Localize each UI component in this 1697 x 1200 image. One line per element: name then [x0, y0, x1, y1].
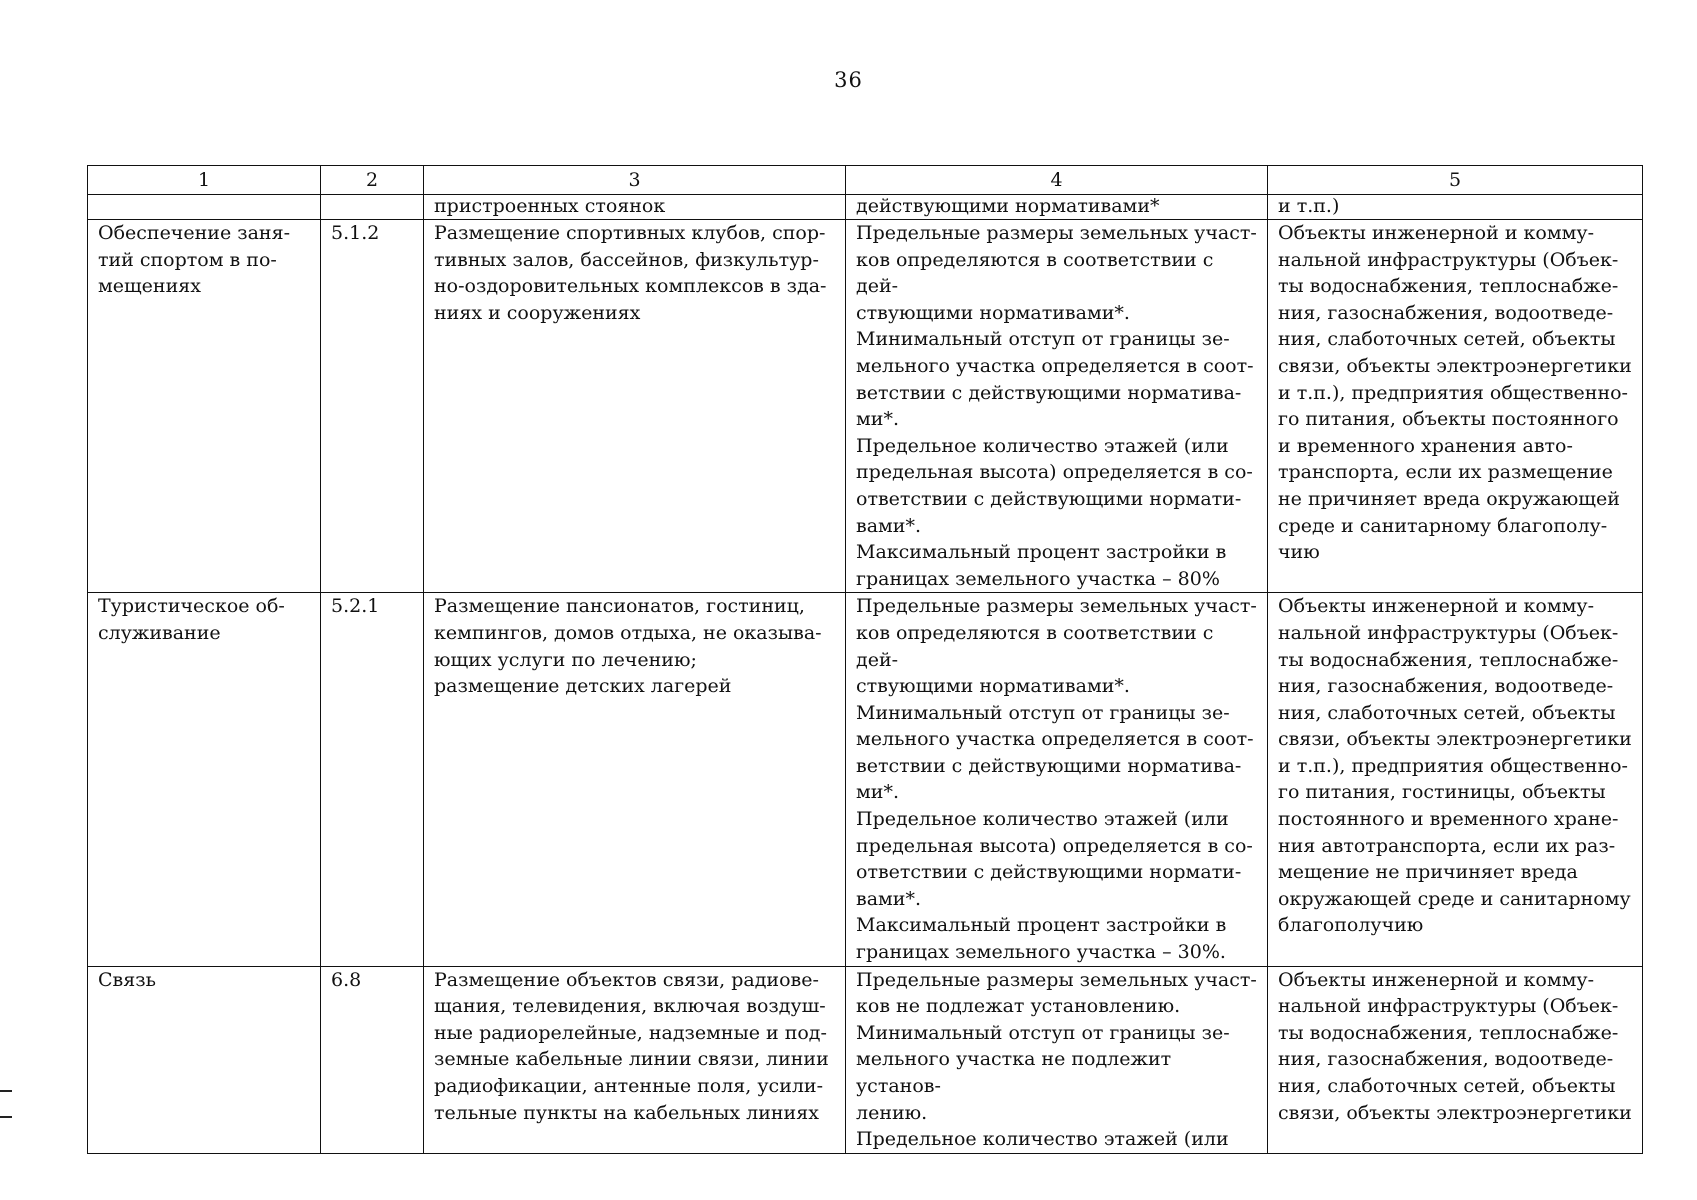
continuation-cell-5: и т.п.): [1268, 195, 1643, 220]
table-row: [88, 593, 1643, 966]
table-row: [88, 966, 1643, 1153]
column-number-2: 2: [321, 166, 424, 195]
column-number-5: 5: [1268, 166, 1643, 195]
table-row: [88, 220, 1643, 593]
land-use-description-cell: Размещение объектов связи, радиове- щания, телевидения, включая воздуш- ные радиорелейные, надземные и под- земные кабельные линии связи, линии радиофикации, антенные поля, усили- тельные пункты на кабельных линиях: [424, 966, 846, 1153]
land-use-code-cell: 5.1.2: [321, 220, 424, 593]
continuation-cell-2: [321, 195, 424, 220]
column-number-1: 1: [88, 166, 321, 195]
column-number-4: 4: [846, 166, 1268, 195]
land-use-name-cell: Связь: [88, 966, 321, 1153]
continuation-cell-1: [88, 195, 321, 220]
land-use-parameters-cell: Предельные размеры земельных участ- ков определяются в соответствии с дей- ствующими нормативами*. Минимальный отступ от границы зе- мельного участка определяется в соот- ветствии с действующими норматива- ми*. Предельное количество этажей (или предельная высота) определяется в со- ответствии с действующими нормати- вами*. Максимальный процент застройки в границах земельного участка – 30%.: [846, 593, 1268, 966]
page-number: 36: [834, 68, 863, 92]
scan-margin-mark: [0, 1090, 12, 1092]
auxiliary-uses-cell: Объекты инженерной и комму- нальной инфраструктуры (Объек- ты водоснабжения, теплоснабже- ния, газоснабжения, водоотведе- ния, слаботочных сетей, объекты связи, объекты электроэнергетики и т.п.), предприятия общественно- го питания, объекты постоянного и временного хранения авто- транспорта, если их размещение не причиняет вреда окружающей среде и санитарному благополу- чию: [1268, 220, 1643, 593]
continuation-cell-4: действующими нормативами*: [846, 195, 1268, 220]
scan-margin-mark: [0, 1116, 12, 1118]
auxiliary-uses-cell: Объекты инженерной и комму- нальной инфраструктуры (Объек- ты водоснабжения, теплоснабже- ния, газоснабжения, водоотведе- ния, слаботочных сетей, объекты связи, объекты электроэнергетики и т.п.), предприятия общественно- го питания, гостиницы, объекты постоянного и временного хране- ния автотранспорта, если их раз- мещение не причиняет вреда окружающей среде и санитарному благополучию: [1268, 593, 1643, 966]
land-use-code-cell: 6.8: [321, 966, 424, 1153]
auxiliary-uses-cell: Объекты инженерной и комму- нальной инфраструктуры (Объек- ты водоснабжения, теплоснабже- ния, газоснабжения, водоотведе- ния, слаботочных сетей, объекты связи, объекты электроэнергетики: [1268, 966, 1643, 1153]
column-number-row: [88, 166, 1643, 195]
land-use-parameters-cell: Предельные размеры земельных участ- ков определяются в соответствии с дей- ствующими нормативами*. Минимальный отступ от границы зе- мельного участка определяется в соот- ветствии с действующими норматива- ми*. Предельное количество этажей (или предельная высота) определяется в со- ответствии с действующими нормати- вами*. Максимальный процент застройки в границах земельного участка – 80%: [846, 220, 1268, 593]
continuation-cell-3: пристроенных стоянок: [424, 195, 846, 220]
land-use-name-cell: Туристическое об- служивание: [88, 593, 321, 966]
land-use-name-cell: Обеспечение заня- тий спортом в по- мещениях: [88, 220, 321, 593]
land-use-parameters-cell: Предельные размеры земельных участ- ков не подлежат установлению. Минимальный отступ от границы зе- мельного участка не подлежит установ- лению. Предельное количество этажей (или: [846, 966, 1268, 1153]
column-number-3: 3: [424, 166, 846, 195]
land-use-description-cell: Размещение пансионатов, гостиниц, кемпингов, домов отдыха, не оказыва- ющих услуги по лечению; размещение детских лагерей: [424, 593, 846, 966]
land-use-description-cell: Размещение спортивных клубов, спор- тивных залов, бассейнов, физкультур- но-оздоровительных комплексов в зда- ниях и сооружениях: [424, 220, 846, 593]
land-use-regulations-table: [87, 165, 1643, 1154]
continuation-row: [88, 195, 1643, 220]
land-use-code-cell: 5.2.1: [321, 593, 424, 966]
